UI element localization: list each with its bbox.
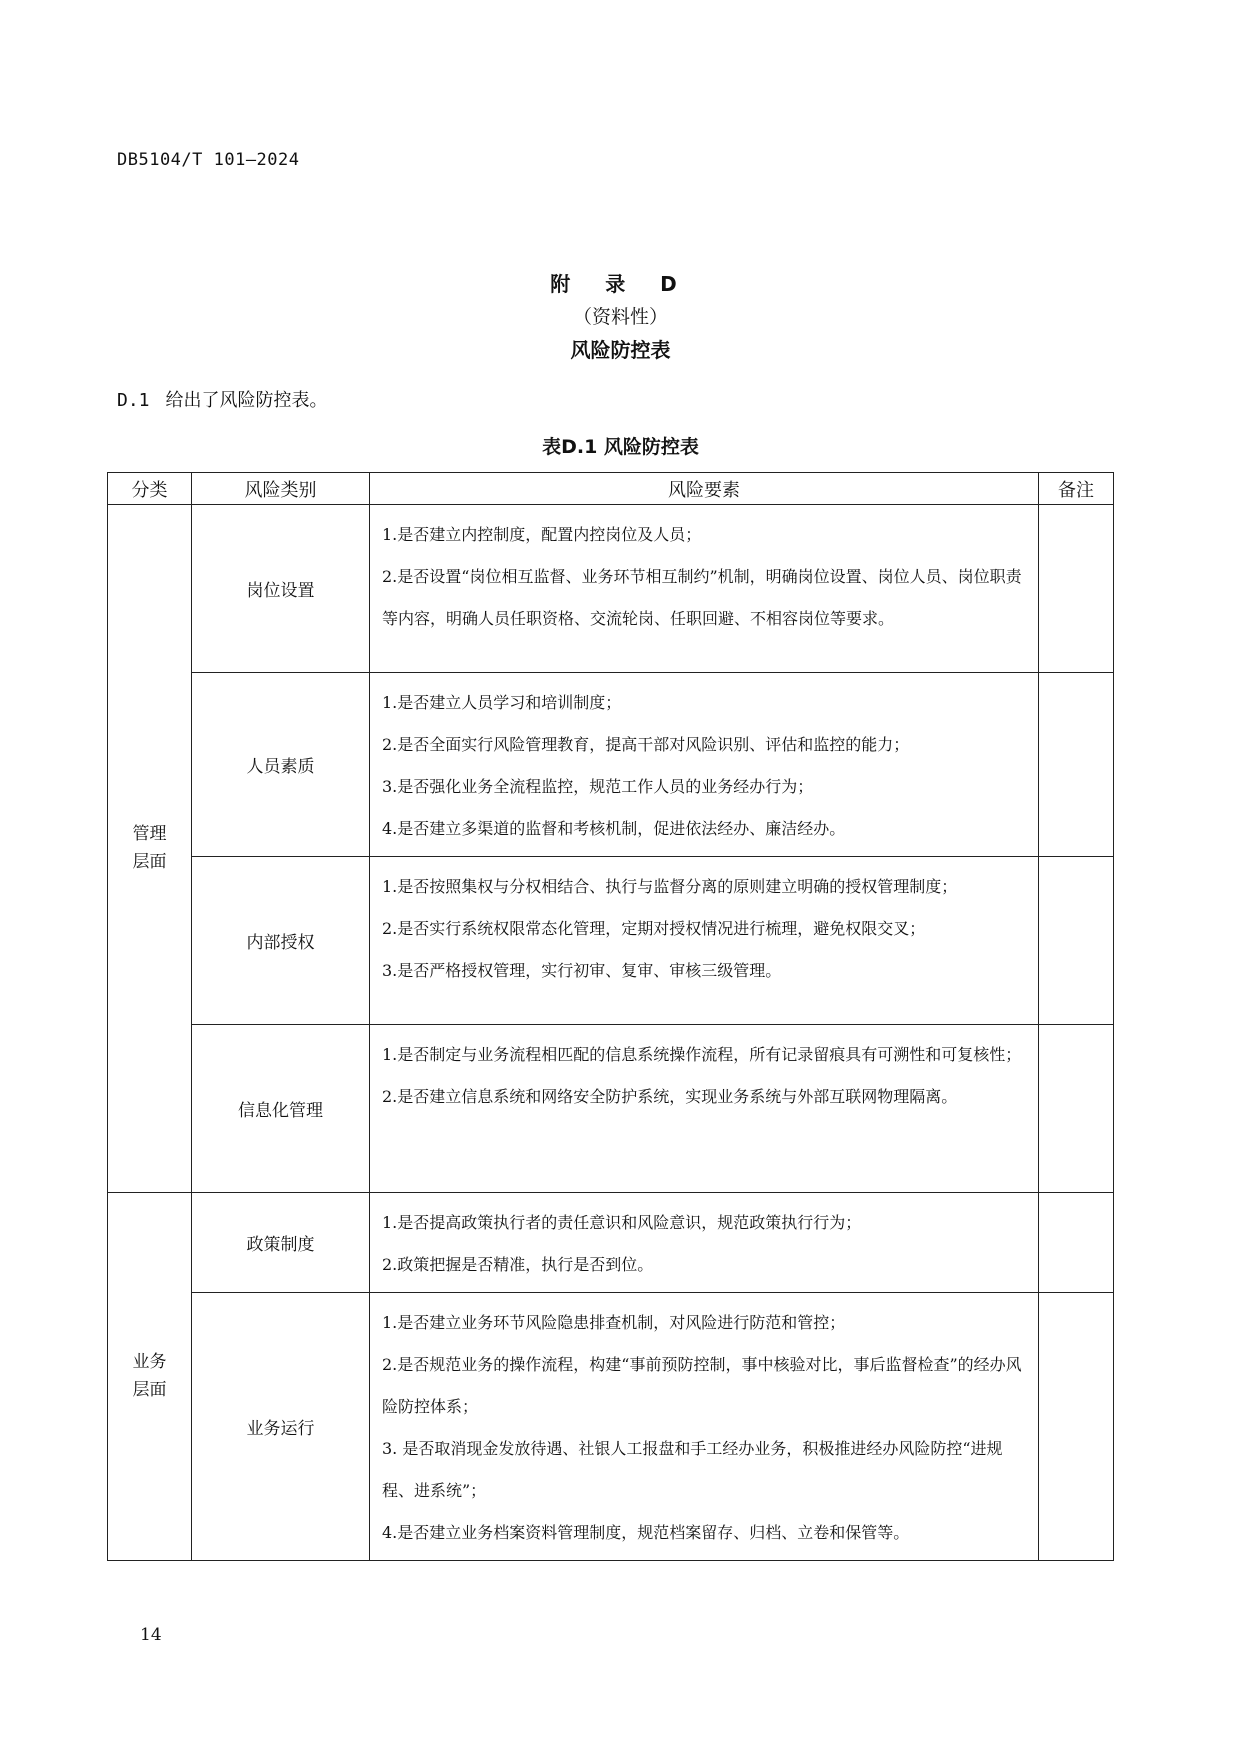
clause-number: D.1 bbox=[117, 390, 150, 411]
risk-type-cell: 内部授权 bbox=[192, 857, 370, 1025]
risk-type-cell: 政策制度 bbox=[192, 1193, 370, 1293]
page-number: 14 bbox=[140, 1625, 162, 1645]
risk-factors-cell bbox=[370, 673, 1039, 857]
factor-item: 4.是否建立多渠道的监督和考核机制，促进依法经办、廉洁经办。 bbox=[382, 819, 846, 838]
factor-item: 3.是否严格授权管理，实行初审、复审、审核三级管理。 bbox=[382, 961, 782, 980]
clause-d1 bbox=[117, 386, 328, 412]
risk-factors-cell bbox=[370, 1193, 1039, 1293]
factor-item: 1.是否建立人员学习和培训制度； bbox=[382, 693, 622, 712]
remarks-cell bbox=[1039, 673, 1114, 857]
remarks-cell bbox=[1039, 505, 1114, 673]
factor-item: 1.是否建立业务环节风险隐患排查机制，对风险进行防范和管控； bbox=[382, 1313, 846, 1332]
table-caption: 表D.1 风险防控表 bbox=[542, 436, 699, 458]
clause-text: 给出了风险防控表。 bbox=[165, 390, 328, 411]
risk-type-cell: 人员素质 bbox=[192, 673, 370, 857]
factor-item: 2.是否规范业务的操作流程，构建“事前预防控制，事中核验对比，事后监督检查”的经办风险防控体系； bbox=[382, 1355, 1022, 1416]
factor-item: 4.是否建立业务档案资料管理制度，规范档案留存、归档、立卷和保管等。 bbox=[382, 1523, 910, 1542]
risk-factors-cell bbox=[370, 1025, 1039, 1193]
factor-item: 1.是否建立内控制度，配置内控岗位及人员； bbox=[382, 525, 702, 544]
table-row bbox=[108, 505, 1114, 673]
factor-item: 2.是否建立信息系统和网络安全防护系统，实现业务系统与外部互联网物理隔离。 bbox=[382, 1087, 958, 1106]
category-cell: 业务层面 bbox=[108, 1193, 192, 1561]
appendix-nature: （资料性） bbox=[572, 306, 668, 328]
risk-type-cell: 信息化管理 bbox=[192, 1025, 370, 1193]
factor-item: 2.政策把握是否精准，执行是否到位。 bbox=[382, 1255, 654, 1274]
risk-type-cell: 岗位设置 bbox=[192, 505, 370, 673]
risk-factors-cell bbox=[370, 857, 1039, 1025]
appendix-name: 风险防控表 bbox=[570, 338, 671, 362]
factor-item: 2.是否全面实行风险管理教育，提高干部对风险识别、评估和监控的能力； bbox=[382, 735, 910, 754]
header-category: 分类 bbox=[108, 473, 192, 505]
category-cell: 管理层面 bbox=[108, 505, 192, 1193]
header-risk-type: 风险类别 bbox=[192, 473, 370, 505]
table-header-row bbox=[108, 473, 1114, 505]
risk-type-cell: 业务运行 bbox=[192, 1293, 370, 1561]
table-row bbox=[108, 1293, 1114, 1561]
factor-item: 3. 是否取消现金发放待遇、社银人工报盘和手工经办业务，积极推进经办风险防控“进规程、进系统”； bbox=[382, 1439, 1003, 1500]
table-row bbox=[108, 673, 1114, 857]
risk-control-table bbox=[107, 472, 1114, 1561]
appendix-title: 附 录 D bbox=[550, 272, 691, 296]
factor-item: 1.是否按照集权与分权相结合、执行与监督分离的原则建立明确的授权管理制度； bbox=[382, 877, 958, 896]
remarks-cell bbox=[1039, 1193, 1114, 1293]
header-remarks: 备注 bbox=[1039, 473, 1114, 505]
remarks-cell bbox=[1039, 1293, 1114, 1561]
factor-item: 1.是否制定与业务流程相匹配的信息系统操作流程，所有记录留痕具有可溯性和可复核性； bbox=[382, 1045, 1022, 1064]
table-row bbox=[108, 857, 1114, 1025]
table-row bbox=[108, 1025, 1114, 1193]
remarks-cell bbox=[1039, 857, 1114, 1025]
remarks-cell bbox=[1039, 1025, 1114, 1193]
factor-item: 2.是否实行系统权限常态化管理，定期对授权情况进行梳理，避免权限交叉； bbox=[382, 919, 926, 938]
factor-item: 1.是否提高政策执行者的责任意识和风险意识，规范政策执行行为； bbox=[382, 1213, 862, 1232]
risk-factors-cell bbox=[370, 505, 1039, 673]
factor-item: 3.是否强化业务全流程监控，规范工作人员的业务经办行为； bbox=[382, 777, 814, 796]
table-row bbox=[108, 1193, 1114, 1293]
document-code: DB5104/T 101—2024 bbox=[117, 150, 300, 170]
header-risk-factors: 风险要素 bbox=[370, 473, 1039, 505]
factor-item: 2.是否设置“岗位相互监督、业务环节相互制约”机制，明确岗位设置、岗位人员、岗位职责等内容，明确人员任职资格、交流轮岗、任职回避、不相容岗位等要求。 bbox=[382, 567, 1022, 628]
risk-factors-cell bbox=[370, 1293, 1039, 1561]
